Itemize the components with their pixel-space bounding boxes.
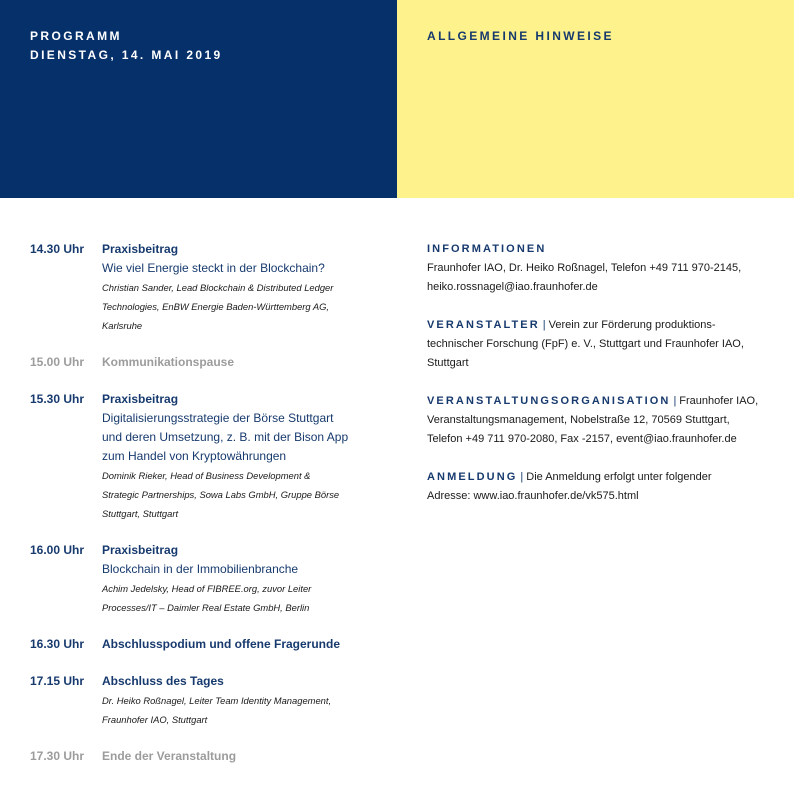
- schedule-time: 16.00 Uhr: [30, 543, 85, 557]
- schedule-speaker: Technologies, EnBW Energie Baden-Württemberg AG,: [102, 301, 330, 312]
- separator: |: [542, 319, 546, 331]
- info-heading: VERANSTALTER: [427, 319, 540, 331]
- schedule-item: [30, 541, 390, 617]
- schedule-speaker: Dr. Heiko Roßnagel, Leiter Team Identity Management,: [102, 695, 332, 706]
- schedule-content: [102, 240, 390, 335]
- schedule-content: [102, 747, 390, 766]
- schedule-time: 14.30 Uhr: [30, 242, 85, 256]
- schedule-kind: Ende der Veranstaltung: [102, 749, 237, 763]
- program-label: PROGRAMM: [30, 29, 122, 43]
- info-line: Adresse: www.iao.fraunhofer.de/vk575.html: [427, 490, 639, 502]
- info-line: Telefon +49 711 970-2080, Fax -2157, event@iao.fraunhofer.de: [427, 433, 737, 445]
- hints-title: ALLGEMEINE HINWEISE: [427, 29, 614, 43]
- info-heading: ANMELDUNG: [427, 471, 518, 483]
- info-line: Fraunhofer IAO,: [679, 395, 759, 407]
- schedule-time: 17.30 Uhr: [30, 749, 85, 763]
- program-title: [30, 27, 223, 65]
- schedule-time: 17.15 Uhr: [30, 674, 85, 688]
- schedule-topic: Digitalisierungsstrategie der Börse Stuttgart: [102, 411, 334, 425]
- info-line: heiko.rossnagel@iao.fraunhofer.de: [427, 281, 598, 293]
- schedule-speaker: Dominik Rieker, Head of Business Development &: [102, 470, 311, 481]
- info-section-organisation: [427, 392, 767, 449]
- schedule-item: [30, 353, 390, 372]
- schedule-kind: Praxisbeitrag: [102, 242, 179, 256]
- schedule-kind: Kommunikationspause: [102, 355, 235, 369]
- schedule-speaker: Achim Jedelsky, Head of FIBREE.org, zuvor Leiter: [102, 583, 312, 594]
- schedule-item: [30, 635, 390, 654]
- schedule-kind: Abschlusspodium und offene Fragerunde: [102, 637, 341, 651]
- program-banner: [0, 0, 397, 198]
- info-line: Die Anmeldung erfolgt unter folgender: [526, 471, 712, 483]
- program-date: DIENSTAG, 14. MAI 2019: [30, 48, 223, 62]
- schedule-content: [102, 541, 390, 617]
- info-line: Veranstaltungsmanagement, Nobelstraße 12, 70569 Stuttgart,: [427, 414, 730, 426]
- schedule-topic: Blockchain in der Immobilienbranche: [102, 562, 299, 576]
- separator: |: [673, 395, 677, 407]
- schedule-content: [102, 635, 390, 654]
- schedule-item: [30, 747, 390, 766]
- schedule-topic: zum Handel von Kryptowährungen: [102, 449, 287, 463]
- info-heading: VERANSTALTUNGSORGANISATION: [427, 395, 671, 407]
- schedule-content: [102, 672, 390, 729]
- schedule: [30, 240, 390, 766]
- schedule-content: [102, 390, 390, 523]
- info-section-anmeldung: [427, 468, 767, 506]
- info-section-informationen: [427, 240, 767, 297]
- schedule-content: [102, 353, 390, 372]
- schedule-time: 15.00 Uhr: [30, 355, 85, 369]
- schedule-speaker: Processes/IT – Daimler Real Estate GmbH, Berlin: [102, 602, 310, 613]
- schedule-speaker: Karlsruhe: [102, 320, 143, 331]
- schedule-time: 16.30 Uhr: [30, 637, 85, 651]
- schedule-item: [30, 672, 390, 729]
- hints-banner: [397, 0, 794, 198]
- schedule-speaker: Strategic Partnerships, Sowa Labs GmbH, Gruppe Börse: [102, 489, 340, 500]
- info-line: Verein zur Förderung produktions-: [548, 319, 716, 331]
- schedule-kind: Praxisbeitrag: [102, 392, 179, 406]
- info-line: technischer Forschung (FpF) e. V., Stuttgart und Fraunhofer IAO,: [427, 338, 744, 350]
- schedule-topic: Wie viel Energie steckt in der Blockchain?: [102, 261, 325, 275]
- schedule-item: [30, 390, 390, 523]
- schedule-topic: und deren Umsetzung, z. B. mit der Bison App: [102, 430, 349, 444]
- schedule-time: 15.30 Uhr: [30, 392, 85, 406]
- schedule-speaker: Christian Sander, Lead Blockchain & Distributed Ledger: [102, 282, 334, 293]
- separator: |: [520, 471, 524, 483]
- schedule-kind: Praxisbeitrag: [102, 543, 179, 557]
- info-heading: INFORMATIONEN: [427, 243, 547, 255]
- schedule-kind: Abschluss des Tages: [102, 674, 224, 688]
- info-line: Stuttgart: [427, 357, 469, 369]
- schedule-speaker: Fraunhofer IAO, Stuttgart: [102, 714, 208, 725]
- info-line: Fraunhofer IAO, Dr. Heiko Roßnagel, Telefon +49 711 970-2145,: [427, 262, 742, 274]
- general-info: [427, 240, 767, 506]
- info-section-veranstalter: [427, 316, 767, 373]
- schedule-item: [30, 240, 390, 335]
- schedule-speaker: Stuttgart, Stuttgart: [102, 508, 179, 519]
